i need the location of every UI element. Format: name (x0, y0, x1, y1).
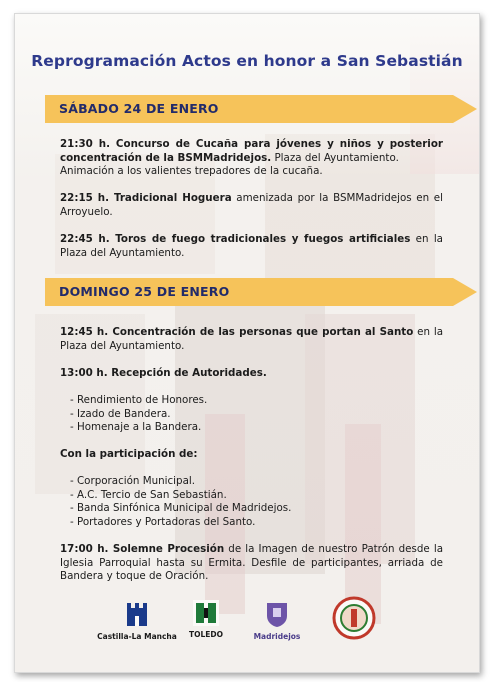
day1-title: SÁBADO 24 DE ENERO (59, 101, 219, 116)
clm-label: Castilla-La Mancha (97, 632, 177, 641)
event-time-title: 13:00 h. Recepción de Autoridades. (60, 367, 267, 379)
list-item: - Portadores y Portadoras del Santo. (70, 515, 256, 528)
day2-event-3 (60, 543, 443, 584)
event-detail: en la Plaza del Ayuntamiento. (60, 233, 443, 259)
list-item: - Rendimiento de Honores. (70, 394, 208, 406)
event-time-title: 22:45 h. Toros de fuego tradicionales y fuegos artificiales (60, 233, 411, 245)
toledo-label: TOLEDO (189, 630, 223, 639)
participation-heading (60, 448, 443, 462)
poster (14, 13, 480, 673)
event-time-title: 22:15 h. Tradicional Hoguera (60, 192, 232, 204)
day2-event-1 (60, 326, 443, 353)
page-title: Reprogramación Actos en honor a San Sebastián (31, 52, 463, 70)
day1-event-1 (60, 138, 443, 179)
day1-banner (45, 95, 477, 123)
tercio-seal-icon (332, 596, 376, 640)
madridejos-crest-icon (264, 600, 290, 628)
event-detail: amenizada por la BSMMadridejos en el Arroyuelo. (60, 192, 443, 218)
event-time-title: 17:00 h. Solemne Procesión (60, 543, 225, 555)
sponsor-logos (15, 600, 479, 660)
madridejos-logo (247, 600, 307, 641)
clm-logo (97, 600, 177, 641)
madridejos-label: Madridejos (253, 632, 301, 641)
day2-title: DOMINGO 25 DE ENERO (59, 284, 230, 299)
participation-heading-text: Con la participación de: (60, 448, 198, 460)
toledo-mark-icon (193, 600, 219, 626)
event-location: Plaza del Ayuntamiento. (271, 151, 399, 164)
tercio-logo (329, 596, 379, 644)
event-time-title: 21:30 h. Concurso de Cucaña para jóvenes y niños y posterior concentración de la BSMMadridejos. (60, 138, 443, 164)
event-detail: Animación a los valientes trepadores de la cucaña. (60, 165, 323, 178)
day2-event-2 (60, 367, 443, 381)
event-detail: en la Plaza del Ayuntamiento. (60, 326, 443, 352)
day2-honors-list (60, 394, 443, 435)
event-detail: de la Imagen de nuestro Patrón desde la Iglesia Parroquial hasta su Ermita. Desfile de participantes, arriada de Bandera y toque de Oración. (60, 543, 444, 583)
castle-icon (125, 600, 149, 628)
list-item: - A.C. Tercio de San Sebastián. (70, 488, 227, 501)
toledo-logo (181, 600, 231, 639)
day1-event-3 (60, 233, 443, 260)
day1-event-2 (60, 192, 443, 219)
list-item: - Banda Sinfónica Municipal de Madridejos. (70, 502, 292, 515)
participation-list (60, 475, 443, 529)
event-time-title: 12:45 h. Concentración de las personas que portan al Santo (60, 326, 414, 338)
list-item: - Corporación Municipal. (70, 475, 196, 487)
list-item: - Izado de Bandera. (70, 407, 171, 420)
day2-banner (45, 278, 477, 306)
list-item: - Homenaje a la Bandera. (70, 421, 202, 434)
